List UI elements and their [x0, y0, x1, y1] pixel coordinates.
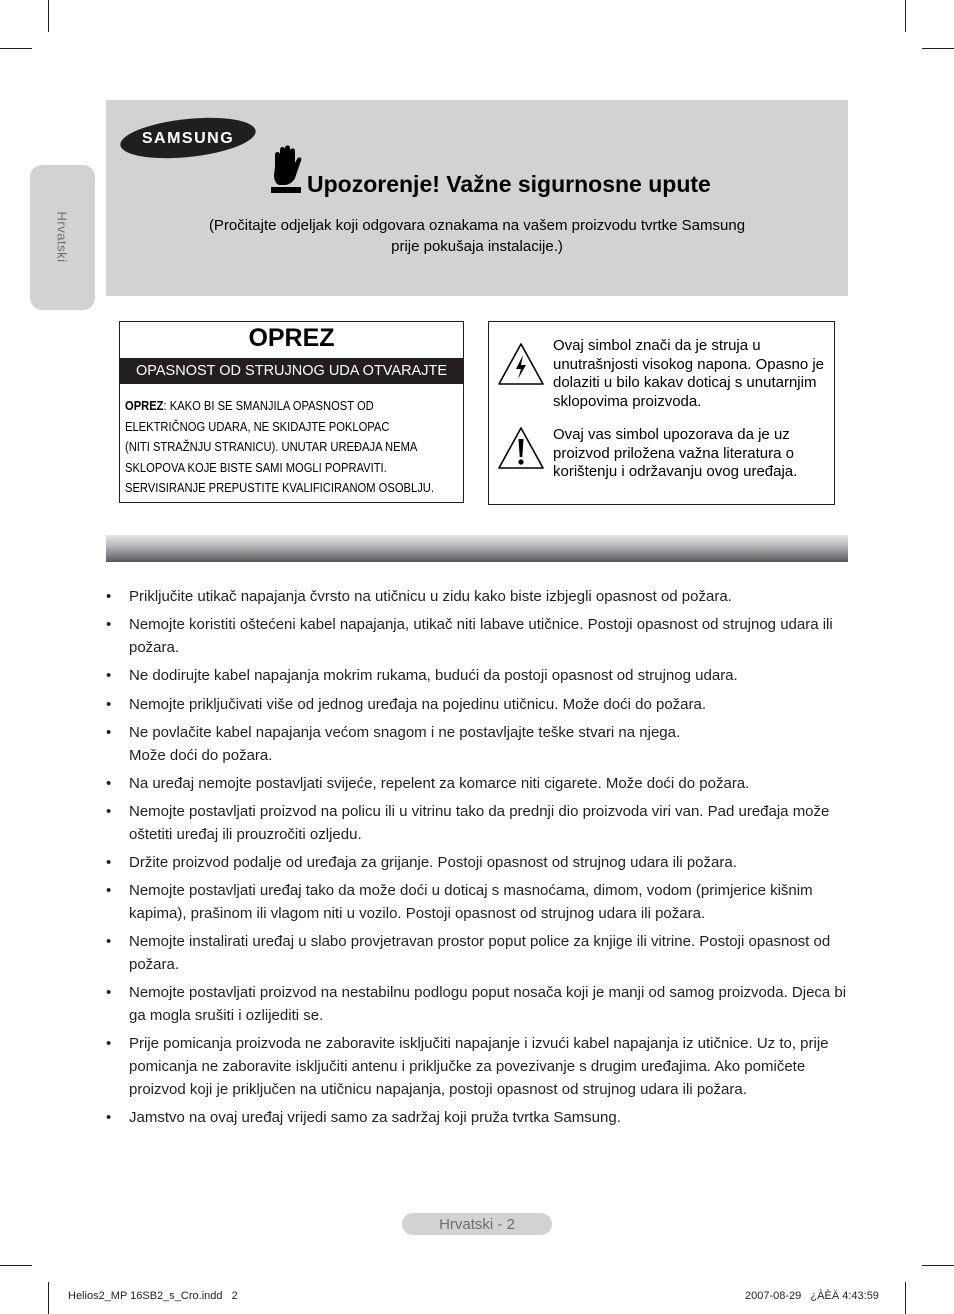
bullet-text: Priključite utikač napajanja čvrsto na utičnicu u zidu kako biste izbjegli opasnost od požara.: [129, 588, 732, 605]
bullet-text: Jamstvo na ovaj uređaj vrijedi samo za sadržaj koji pruža tvrtka Samsung.: [129, 1109, 621, 1127]
print-timestamp: 2007-08-29 ¿ÀÈÄ 4:43:59: [745, 1290, 879, 1302]
bullet-dot: •: [106, 803, 112, 821]
symbols-box: [488, 321, 835, 505]
caution-line: (NITI STRAŽNJU STRANICU). UNUTAR UREĐAJA NEMA: [125, 439, 418, 454]
bullet-text: Nemojte koristiti oštećeni kabel napajanja, utikač niti labave utičnice. Postoji opasnost od strujnog udara ili požara.: [129, 616, 833, 656]
bullet-item: [106, 852, 851, 875]
bullet-text: Nemojte postavljati proizvod na policu ili u vitrinu tako da prednji dio proizvoda viri van. Pad uređaja može oštetiti uređaj ili prouzročiti ozljedu.: [129, 803, 830, 843]
bullet-text: Nemojte postavljati proizvod na nestabilnu podlogu poput nosača koji je manji od samog proizvoda. Djeca bi ga mogla srušiti i ozlijediti se.: [129, 984, 847, 1025]
caution-lead: OPREZ: [125, 398, 164, 413]
caution-line-text: : KAKO BI SE SMANJILA OPASNOST OD: [163, 398, 374, 413]
bullet-item: [106, 801, 851, 846]
exclamation-symbol-text: Ovaj vas simbol upozorava da je uz proizvod priložena važna literatura o korištenju i održavanju ovog uređaja.: [553, 426, 798, 480]
bullet-dot: •: [106, 1109, 112, 1127]
bullet-dot: •: [106, 667, 112, 685]
bullet-dot: •: [106, 882, 112, 900]
crop-mark: [922, 48, 954, 49]
section-divider-bar: [106, 535, 848, 562]
bullet-item: [106, 722, 851, 767]
bullet-dot: •: [106, 854, 112, 872]
crop-mark: [905, 0, 906, 32]
crop-mark: [905, 1282, 906, 1314]
samsung-logo: [119, 117, 257, 159]
voltage-symbol-text: Ovaj simbol znači da je struja u unutrašnjosti visokog napona. Opasno je dolaziti u bilo kakav doticaj s unutarnjim sklopovima proizvoda.: [553, 337, 825, 410]
page-number: Hrvatski - 2: [402, 1213, 552, 1235]
crop-mark: [0, 48, 32, 49]
bullet-dot: •: [106, 723, 112, 741]
safety-bullet-list: [106, 586, 851, 1135]
bullet-dot: •: [106, 695, 112, 713]
crop-mark: [48, 1282, 49, 1314]
bullet-dot: •: [106, 616, 112, 634]
stop-hand-icon: [270, 145, 302, 193]
bullet-item: [106, 773, 851, 796]
bullet-text: Ne povlačite kabel napajanja većom snagom i ne postavljajte teške stvari na njega. Može doći do požara.: [129, 723, 681, 764]
crop-mark: [48, 0, 49, 32]
bullet-text: Držite proizvod podalje od uređaja za grijanje. Postoji opasnost od strujnog udara ili požara.: [129, 854, 737, 872]
caution-box: [119, 321, 464, 503]
logo-text: SAMSUNG: [141, 130, 235, 147]
caution-line: SKLOPOVA KOJE BISTE SAMI MOGLI POPRAVITI.: [125, 459, 387, 475]
bullet-text: Nemojte instalirati uređaj u slabo provjetravan prostor poput police za knjige ili vitrine. Postoji opasnost od požara.: [129, 933, 831, 974]
bullet-text: Prije pomicanja proizvoda ne zaboravite isključiti napajanje i izvući kabel napajanja iz utičnice. Uz to, prije pomicanja ne zaboravite isključiti antenu i priključke za povezivanje s drugim uređajima. Ako pomičete proizvod koji je priključen na utičnicu napajanja, postoji opasnost od strujnog udara ili požara.: [129, 1035, 829, 1098]
file-info: Helios2_MP 16SB2_s_Cro.indd 2: [68, 1290, 238, 1302]
bullet-dot: •: [106, 774, 112, 792]
bullet-item: [106, 665, 851, 688]
crop-mark: [922, 1265, 954, 1266]
bullet-item: [106, 1033, 851, 1101]
side-tab-label: Hrvatski: [54, 211, 70, 263]
bullet-item: [106, 694, 851, 717]
caution-text: [125, 396, 434, 499]
bullet-text: Na uređaj nemojte postavljati svijeće, repelent za komarce niti cigarete. Može doći do požara.: [129, 774, 750, 792]
exclamation-triangle-icon: [497, 426, 545, 470]
bullet-item: [106, 586, 851, 609]
header-subtitle: [140, 215, 814, 257]
bullet-text: Ne dodirujte kabel napajanja mokrim rukama, budući da postoji opasnost od strujnog udara.: [129, 667, 738, 685]
bullet-dot: •: [106, 588, 112, 605]
lightning-triangle-icon: [497, 342, 545, 386]
bullet-dot: •: [106, 933, 112, 951]
subtitle-line: (Pročitajte odjeljak koji odgovara oznakama na vašem proizvodu tvrtke Samsung: [208, 217, 746, 234]
bullet-text: Nemojte priključivati više od jednog uređaja na pojedinu utičnicu. Može doći do požara.: [129, 695, 707, 713]
bullet-item: [106, 614, 851, 659]
page-title: Upozorenje! Važne sigurnosne upute: [307, 171, 711, 197]
caution-line: [125, 396, 422, 417]
bullet-dot: •: [106, 984, 112, 1002]
crop-mark: [0, 1265, 32, 1266]
caution-line: SERVISIRANJE PREPUSTITE KVALIFICIRANOM OSOBLJU.: [125, 480, 434, 495]
bullet-item: [106, 931, 851, 976]
bullet-item: [106, 1107, 851, 1130]
caution-title: OPREZ: [248, 324, 335, 352]
bullet-dot: •: [106, 1035, 112, 1053]
subtitle-line: prije pokušaja instalacije.): [391, 238, 563, 255]
bullet-text: Nemojte postavljati uređaj tako da može doći u doticaj s masnoćama, dimom, vodom (primjerice kišnim kapima), prašinom ili vlagom niti u vozilo. Postoji opasnost od strujnog udara ili požara.: [129, 882, 813, 923]
bullet-item: [106, 982, 851, 1027]
bullet-item: [106, 880, 851, 925]
caution-line: ELEKTRIČNOG UDARA, NE SKIDAJTE POKLOPAC: [125, 418, 390, 434]
caution-bar: OPASNOST OD STRUJNOG UDA OTVARAJTE: [120, 358, 463, 384]
